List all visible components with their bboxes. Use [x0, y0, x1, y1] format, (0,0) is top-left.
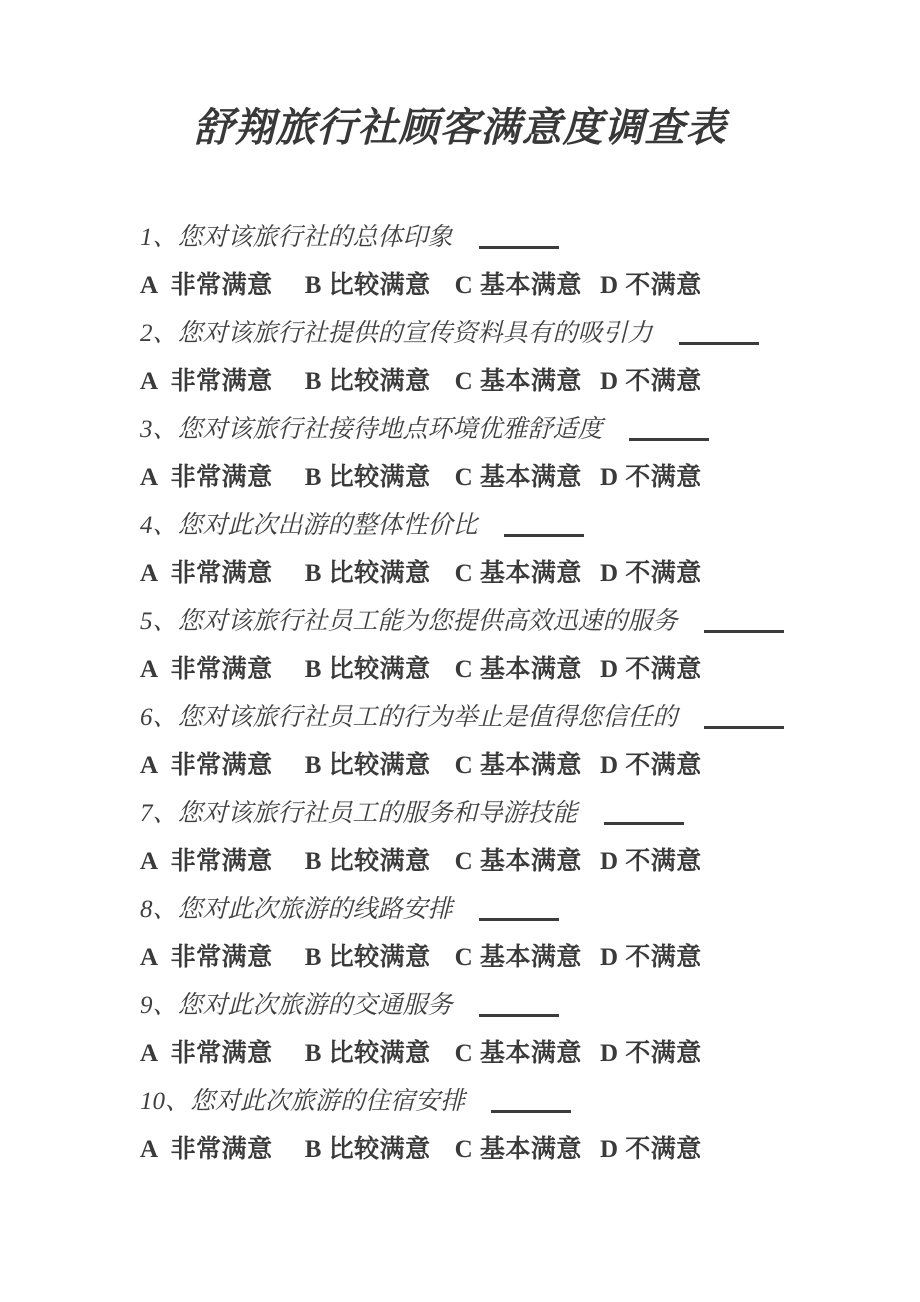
question-block-3 — [140, 406, 860, 502]
answer-blank-line[interactable] — [629, 438, 709, 441]
question-block-4 — [140, 502, 860, 598]
options-row — [140, 934, 860, 982]
option-d: D 不满意 — [599, 656, 702, 683]
question-text: 10、您对此次旅游的住宿安排 — [140, 1088, 466, 1115]
option-d: D 不满意 — [599, 752, 702, 779]
option-b: B 比较满意 — [304, 848, 431, 875]
question-block-5 — [140, 598, 860, 694]
option-a: A 非常满意 — [140, 1040, 273, 1067]
option-c: C 基本满意 — [454, 752, 582, 779]
option-b: B 比较满意 — [304, 560, 431, 587]
option-d: D 不满意 — [599, 368, 702, 395]
question-line — [140, 310, 860, 358]
option-d: D 不满意 — [599, 944, 702, 971]
option-c: C 基本满意 — [454, 848, 582, 875]
question-text: 7、您对该旅行社员工的服务和导游技能 — [140, 800, 578, 827]
answer-blank-line[interactable] — [479, 246, 559, 249]
option-c: C 基本满意 — [454, 944, 582, 971]
answer-blank-line[interactable] — [704, 630, 784, 633]
options-row — [140, 838, 860, 886]
question-text: 5、您对该旅行社员工能为您提供高效迅速的服务 — [140, 608, 678, 635]
option-b: B 比较满意 — [304, 1136, 431, 1163]
question-block-7 — [140, 790, 860, 886]
option-a: A 非常满意 — [140, 848, 273, 875]
option-c: C 基本满意 — [454, 368, 582, 395]
option-a: A 非常满意 — [140, 944, 273, 971]
question-line — [140, 214, 860, 262]
option-d: D 不满意 — [599, 272, 702, 299]
question-text: 6、您对该旅行社员工的行为举止是值得您信任的 — [140, 704, 678, 731]
option-c: C 基本满意 — [454, 656, 582, 683]
option-b: B 比较满意 — [304, 272, 431, 299]
option-c: C 基本满意 — [454, 464, 582, 491]
answer-blank-line[interactable] — [604, 822, 684, 825]
question-text: 8、您对此次旅游的线路安排 — [140, 896, 453, 923]
option-c: C 基本满意 — [454, 1040, 582, 1067]
option-a: A 非常满意 — [140, 752, 273, 779]
option-a: A 非常满意 — [140, 560, 273, 587]
question-block-1 — [140, 214, 860, 310]
options-row — [140, 742, 860, 790]
options-row — [140, 454, 860, 502]
option-b: B 比较满意 — [304, 1040, 431, 1067]
option-a: A 非常满意 — [140, 656, 273, 683]
option-d: D 不满意 — [599, 560, 702, 587]
document-title: 舒翔旅行社顾客满意度调查表 — [193, 105, 727, 150]
option-b: B 比较满意 — [304, 752, 431, 779]
options-row — [140, 1126, 860, 1174]
question-block-2 — [140, 310, 860, 406]
option-b: B 比较满意 — [304, 368, 431, 395]
question-text: 2、您对该旅行社提供的宣传资料具有的吸引力 — [140, 320, 653, 347]
question-block-6 — [140, 694, 860, 790]
answer-blank-line[interactable] — [504, 534, 584, 537]
option-c: C 基本满意 — [454, 560, 582, 587]
option-b: B 比较满意 — [304, 464, 431, 491]
option-d: D 不满意 — [599, 464, 702, 491]
question-block-8 — [140, 886, 860, 982]
options-row — [140, 646, 860, 694]
options-row — [140, 358, 860, 406]
answer-blank-line[interactable] — [679, 342, 759, 345]
answer-blank-line[interactable] — [704, 726, 784, 729]
option-a: A 非常满意 — [140, 1136, 273, 1163]
options-row — [140, 1030, 860, 1078]
option-d: D 不满意 — [599, 1136, 702, 1163]
survey-body — [0, 214, 920, 1174]
option-d: D 不满意 — [599, 1040, 702, 1067]
question-text: 4、您对此次出游的整体性价比 — [140, 512, 478, 539]
option-c: C 基本满意 — [454, 272, 582, 299]
option-a: A 非常满意 — [140, 464, 273, 491]
answer-blank-line[interactable] — [479, 1014, 559, 1017]
answer-blank-line[interactable] — [491, 1110, 571, 1113]
question-line — [140, 598, 860, 646]
option-b: B 比较满意 — [304, 944, 431, 971]
answer-blank-line[interactable] — [479, 918, 559, 921]
question-line — [140, 982, 860, 1030]
option-d: D 不满意 — [599, 848, 702, 875]
question-line — [140, 886, 860, 934]
question-line — [140, 502, 860, 550]
option-c: C 基本满意 — [454, 1136, 582, 1163]
question-line — [140, 1078, 860, 1126]
question-text: 3、您对该旅行社接待地点环境优雅舒适度 — [140, 416, 603, 443]
question-text: 9、您对此次旅游的交通服务 — [140, 992, 453, 1019]
question-line — [140, 694, 860, 742]
option-a: A 非常满意 — [140, 272, 273, 299]
question-text: 1、您对该旅行社的总体印象 — [140, 224, 453, 251]
option-a: A 非常满意 — [140, 368, 273, 395]
option-b: B 比较满意 — [304, 656, 431, 683]
question-block-10 — [140, 1078, 860, 1174]
question-block-9 — [140, 982, 860, 1078]
options-row — [140, 262, 860, 310]
question-line — [140, 406, 860, 454]
question-line — [140, 790, 860, 838]
options-row — [140, 550, 860, 598]
